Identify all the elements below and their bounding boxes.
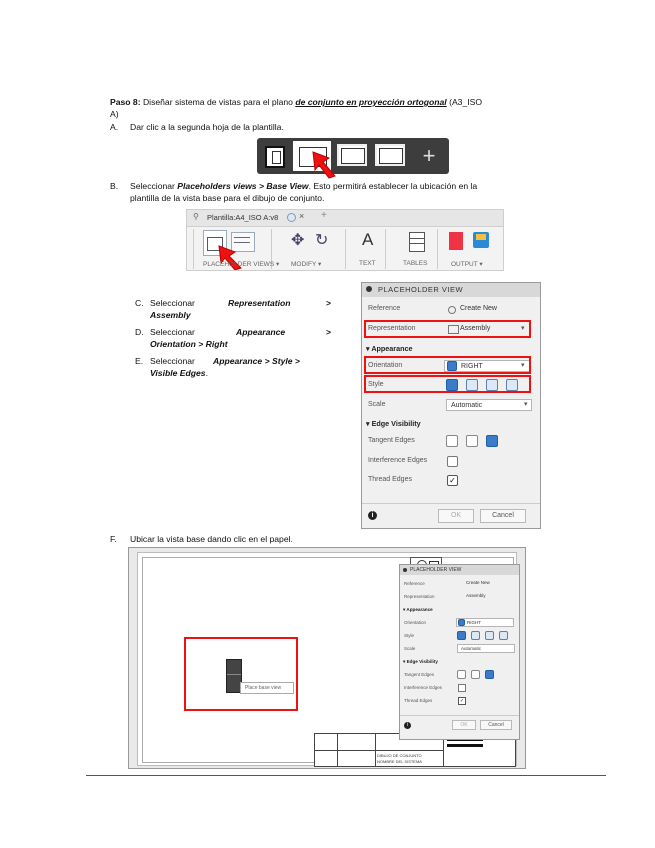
- item-d-command: Appearance: [236, 327, 286, 337]
- scale-label: Scale: [368, 401, 386, 408]
- ok-button[interactable]: OK: [438, 509, 474, 523]
- highlight-style: [364, 375, 531, 393]
- output-menu[interactable]: OUTPUT ▾: [451, 261, 483, 268]
- text-tool-icon[interactable]: A: [362, 230, 374, 249]
- visible-edges-icon[interactable]: [457, 631, 466, 640]
- item-c-letter: C.: [135, 298, 144, 308]
- orientation-label-small: Orientation: [404, 620, 427, 625]
- reference-label: Reference: [368, 305, 401, 312]
- dialog-title-small: PLACEHOLDER VIEW: [410, 567, 462, 573]
- right-view-icon: [458, 619, 465, 626]
- orientation-dropdown[interactable]: RIGHT: [444, 360, 530, 372]
- item-b-text: Seleccionar Placeholders views > Base View. Esto permitirá establecer la ubicación en la: [130, 181, 478, 191]
- reference-dropdown-small[interactable]: Create New: [466, 580, 490, 585]
- item-e-prefix: Seleccionar: [150, 356, 195, 366]
- text-menu[interactable]: TEXT: [359, 260, 376, 267]
- rotate-icon[interactable]: ↻: [315, 232, 329, 249]
- step8-text-before: Diseñar sistema de vistas para el plano: [140, 97, 296, 107]
- representation-label-small: Representation: [404, 594, 435, 599]
- item-c-gt: >: [326, 298, 332, 308]
- scale-dropdown[interactable]: Automatic: [446, 399, 532, 411]
- placeholder-view-dialog: [361, 282, 541, 529]
- thread-edges-checkbox[interactable]: ✓: [459, 698, 465, 704]
- add-sheet-button[interactable]: +: [422, 143, 436, 168]
- placeholder-views-menu[interactable]: PLACEHOLDER VIEWS ▾: [203, 261, 280, 268]
- thread-edges-label: Thread Edges: [368, 476, 412, 483]
- dialog-grip-icon: [403, 568, 407, 572]
- step8-line2: A): [110, 109, 119, 119]
- item-d-letter: D.: [135, 327, 144, 337]
- toolbar-screenshot: [186, 209, 504, 271]
- tab-status-icon: [287, 213, 296, 222]
- table-icon[interactable]: [409, 232, 425, 252]
- item-f-letter: F.: [110, 534, 117, 544]
- move-icon[interactable]: ✥: [291, 232, 305, 249]
- drawing-sheet-screenshot: [128, 547, 526, 769]
- dialog-header: [362, 283, 540, 297]
- item-e-command: Appearance > Style >: [213, 356, 300, 366]
- step8-heading: [110, 96, 570, 108]
- tangent-edges-label-small: Tangent Edges: [404, 672, 435, 677]
- edge-visibility-section-small[interactable]: ▾ Edge Visibility: [403, 659, 438, 664]
- modify-menu[interactable]: MODIFY ▾: [291, 261, 322, 268]
- export-icon[interactable]: [473, 232, 489, 248]
- red-arrow-icon: [309, 150, 339, 180]
- representation-dropdown[interactable]: Assembly: [460, 325, 491, 332]
- tables-menu[interactable]: TABLES: [403, 260, 428, 267]
- chevron-down-icon: ▾: [524, 401, 528, 408]
- create-new-icon: [448, 306, 456, 314]
- highlight-representation: [364, 320, 531, 338]
- tangent-edges-off-icon[interactable]: [471, 670, 480, 679]
- item-b-letter: B.: [110, 181, 119, 191]
- item-b-command: Placeholders views > Base View: [177, 181, 309, 191]
- interference-edges-checkbox[interactable]: [447, 456, 458, 467]
- tab-close-button[interactable]: ×: [299, 211, 305, 221]
- item-a-text: Dar clic a la segunda hoja de la plantilla.: [130, 122, 284, 132]
- place-base-view-tooltip: Place base view: [240, 682, 294, 694]
- tangent-edges-full-icon[interactable]: [446, 435, 458, 447]
- info-icon[interactable]: i: [368, 511, 377, 520]
- orientation-label: Orientation: [368, 362, 403, 369]
- tangent-edges-on-icon[interactable]: [486, 435, 498, 447]
- tangent-edges-off-icon[interactable]: [466, 435, 478, 447]
- interference-edges-checkbox[interactable]: [458, 684, 466, 692]
- step8-label: Paso 8:: [110, 97, 141, 107]
- chevron-down-icon: ▾: [521, 325, 525, 332]
- style-label: Style: [368, 381, 384, 388]
- sheet-thumbnail-3[interactable]: [337, 144, 367, 166]
- sheet-thumbnail-4[interactable]: [375, 144, 405, 166]
- footer-rule: [86, 775, 606, 776]
- item-c-command: Representation: [228, 298, 291, 308]
- tab-icon: ⚲: [193, 212, 199, 221]
- pdf-export-icon[interactable]: [449, 232, 463, 250]
- document-tab[interactable]: Plantilla:A4_ISO A:v8: [207, 213, 279, 222]
- tab-add-button[interactable]: +: [321, 210, 327, 221]
- highlight-orientation: [364, 356, 531, 374]
- interference-edges-label: Interference Edges: [368, 457, 428, 464]
- sheet-thumbnail-1[interactable]: [265, 146, 285, 168]
- reference-label-small: Reference: [404, 581, 425, 586]
- item-e-command-2-wrap: Visible Edges.: [150, 368, 208, 378]
- reference-dropdown[interactable]: Create New: [460, 305, 497, 312]
- step8-text-after: (A3_ISO: [446, 97, 483, 107]
- cancel-button[interactable]: Cancel: [480, 509, 526, 523]
- document-tab-bar: [187, 210, 503, 227]
- item-c-command-2: Assembly: [150, 310, 191, 320]
- dialog-grip-icon: [366, 286, 372, 292]
- scale-dropdown-small[interactable]: Automatic: [457, 644, 515, 653]
- item-a-letter: A.: [110, 122, 119, 132]
- tangent-edges-full-icon[interactable]: [457, 670, 466, 679]
- title-block-system-name: NOMBRE DEL SISTEMA: [377, 759, 422, 764]
- interference-edges-label-small: Interference Edges: [404, 685, 443, 690]
- ok-button-small[interactable]: OK: [452, 720, 476, 730]
- dialog-title: PLACEHOLDER VIEW: [378, 285, 464, 294]
- shaded-hidden-icon[interactable]: [499, 631, 508, 640]
- info-icon[interactable]: i: [404, 722, 411, 729]
- item-e-letter: E.: [135, 356, 144, 366]
- appearance-section[interactable]: ▾ Appearance: [366, 344, 413, 353]
- item-f-text: Ubicar la vista base dando clic en el papel.: [130, 534, 293, 544]
- item-c-prefix: Seleccionar: [150, 298, 195, 308]
- edge-visibility-section[interactable]: ▾ Edge Visibility: [366, 419, 421, 428]
- thread-edges-label-small: Thread Edges: [404, 698, 433, 703]
- tangent-edges-on-icon[interactable]: [485, 670, 494, 679]
- orientation-dropdown-small[interactable]: RIGHT: [456, 618, 514, 627]
- title-block-drawing-name: DIBUJO DE CONJUNTO: [377, 753, 422, 758]
- cancel-button-small[interactable]: Cancel: [480, 720, 512, 730]
- representation-dropdown-small[interactable]: Assembly: [466, 593, 486, 598]
- chevron-down-icon: ▾: [521, 362, 525, 369]
- style-label-small: Style: [404, 633, 415, 638]
- step8-emphasis: de conjunto en proyección ortogonal: [295, 97, 447, 107]
- shaded-icon[interactable]: [485, 631, 494, 640]
- item-d-command-2: Orientation > Right: [150, 339, 228, 349]
- hidden-edges-icon[interactable]: [471, 631, 480, 640]
- thread-edges-checkbox[interactable]: ✓: [447, 475, 458, 486]
- item-d-gt: >: [326, 327, 332, 337]
- representation-label: Representation: [368, 325, 416, 332]
- scale-label-small: Scale: [404, 646, 416, 651]
- tangent-edges-label: Tangent Edges: [368, 437, 415, 444]
- sheet-thumbnail-strip: [257, 138, 449, 174]
- appearance-section-small[interactable]: ▾ Appearance: [403, 607, 433, 612]
- item-b-line2: plantilla de la vista base para el dibujo de conjunto.: [130, 193, 325, 203]
- placeholder-view-dialog-small: [399, 564, 520, 740]
- item-d-prefix: Seleccionar: [150, 327, 195, 337]
